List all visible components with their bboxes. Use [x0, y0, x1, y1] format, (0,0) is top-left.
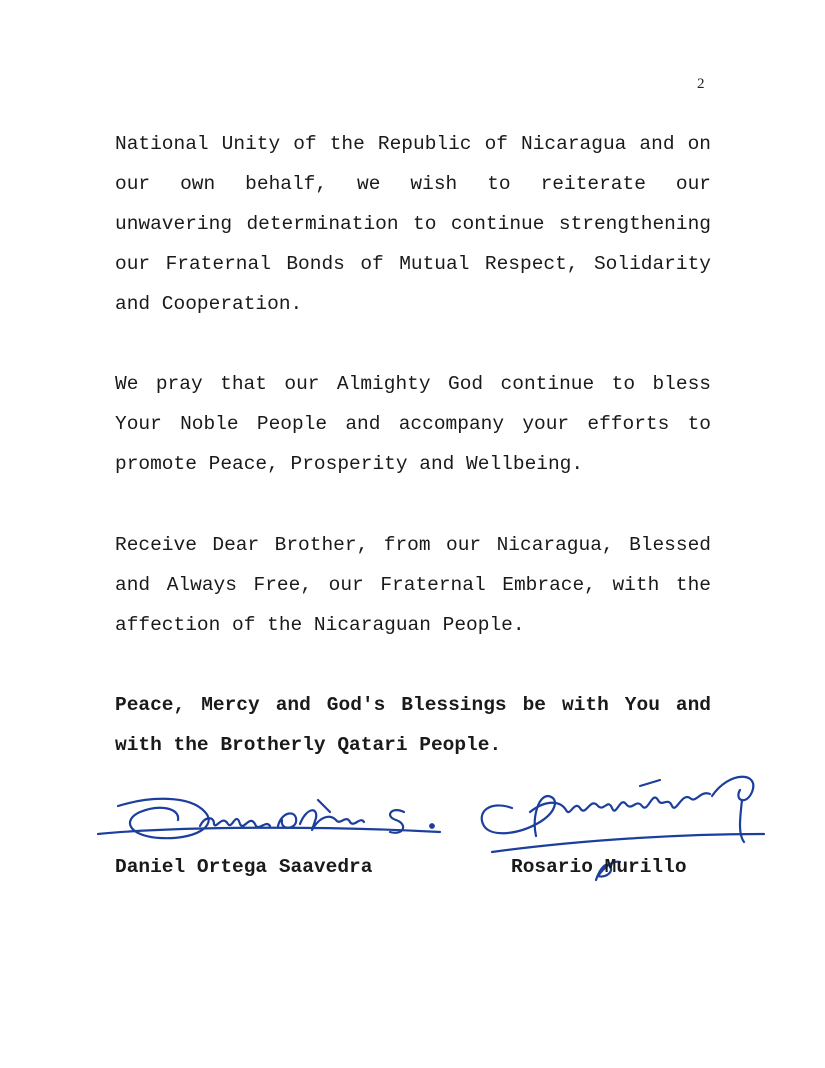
- paragraph-blessing: Peace, Mercy and God's Blessings be with You and with the Brotherly Qatari People.: [115, 694, 711, 756]
- signatory-name-daniel-ortega: Daniel Ortega Saavedra: [115, 856, 373, 878]
- paragraph-prayer: We pray that our Almighty God continue to bless Your Noble People and accompany your efforts to promote Peace, Prosperity and Wellbeing.: [115, 373, 711, 475]
- signatory-name-rosario-murillo: Rosario Murillo: [511, 856, 687, 878]
- paragraph-commitment: National Unity of the Republic of Nicaragua and on our own behalf, we wish to reiterate our unwavering determination to continue strengthening our Fraternal Bonds of Mutual Respect, Solidarity and Cooperation.: [115, 133, 711, 315]
- paragraph-embrace: Receive Dear Brother, from our Nicaragua, Blessed and Always Free, our Fraternal Embrace, with the affection of the Nicaraguan People.: [115, 534, 711, 636]
- page-number: 2: [697, 76, 705, 92]
